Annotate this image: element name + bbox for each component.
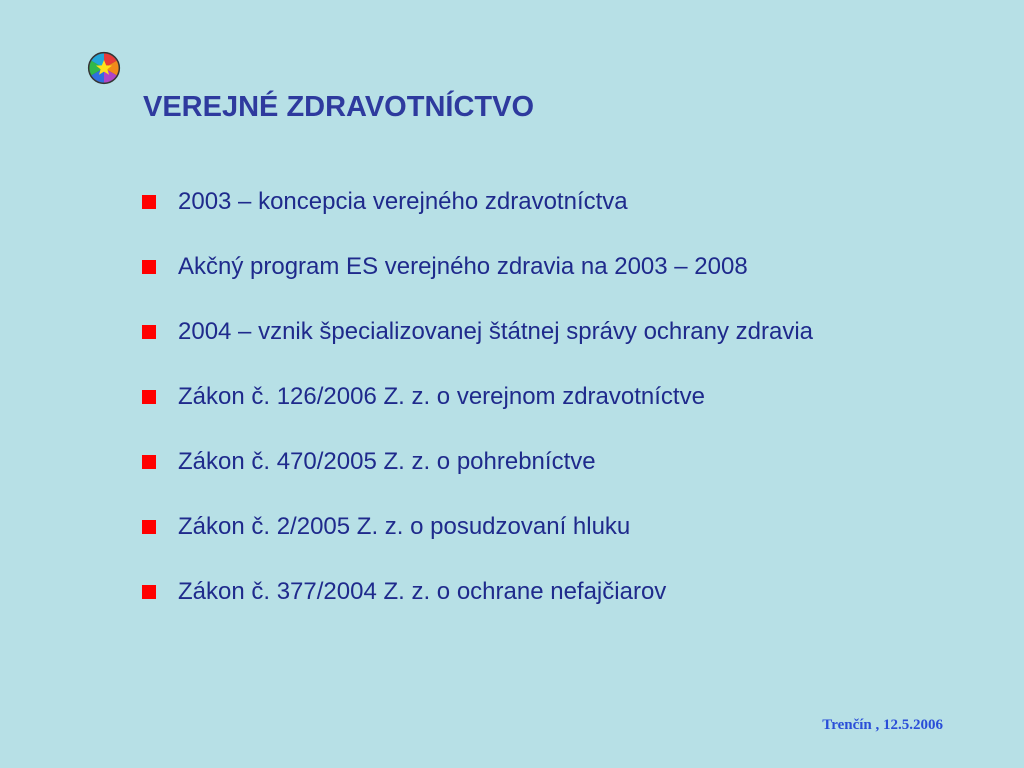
bullet-text: 2003 – koncepcia verejného zdravotníctva: [178, 188, 628, 215]
bullet-item: [142, 508, 813, 573]
bullet-square-icon: [142, 585, 156, 599]
bullet-square-icon: [142, 455, 156, 469]
bullet-square-icon: [142, 390, 156, 404]
bullet-square-icon: [142, 195, 156, 209]
bullet-square-icon: [142, 260, 156, 274]
bullet-text: Akčný program ES verejného zdravia na 2003 – 2008: [178, 253, 748, 280]
bullet-text: Zákon č. 126/2006 Z. z. o verejnom zdravotníctve: [178, 383, 705, 410]
bullet-square-icon: [142, 325, 156, 339]
footer-location-date: Trenčín , 12.5.2006: [822, 717, 943, 733]
bullet-item: [142, 378, 813, 443]
bullet-item: [142, 248, 813, 313]
bullet-square-icon: [142, 520, 156, 534]
bullet-item: [142, 443, 813, 508]
bullet-item: [142, 313, 813, 378]
slide-title: VEREJNÉ ZDRAVOTNÍCTVO: [143, 91, 535, 123]
bullet-item: [142, 183, 813, 248]
bullet-list: [142, 183, 813, 638]
bullet-item: [142, 573, 813, 638]
colorful-flower-logo-icon: [87, 51, 121, 85]
bullet-text: Zákon č. 377/2004 Z. z. o ochrane nefajčiarov: [178, 578, 667, 605]
bullet-text: Zákon č. 470/2005 Z. z. o pohrebníctve: [178, 448, 596, 475]
bullet-text: 2004 – vznik špecializovanej štátnej správy ochrany zdravia: [178, 318, 814, 345]
bullet-text: Zákon č. 2/2005 Z. z. o posudzovaní hluku: [178, 513, 631, 540]
